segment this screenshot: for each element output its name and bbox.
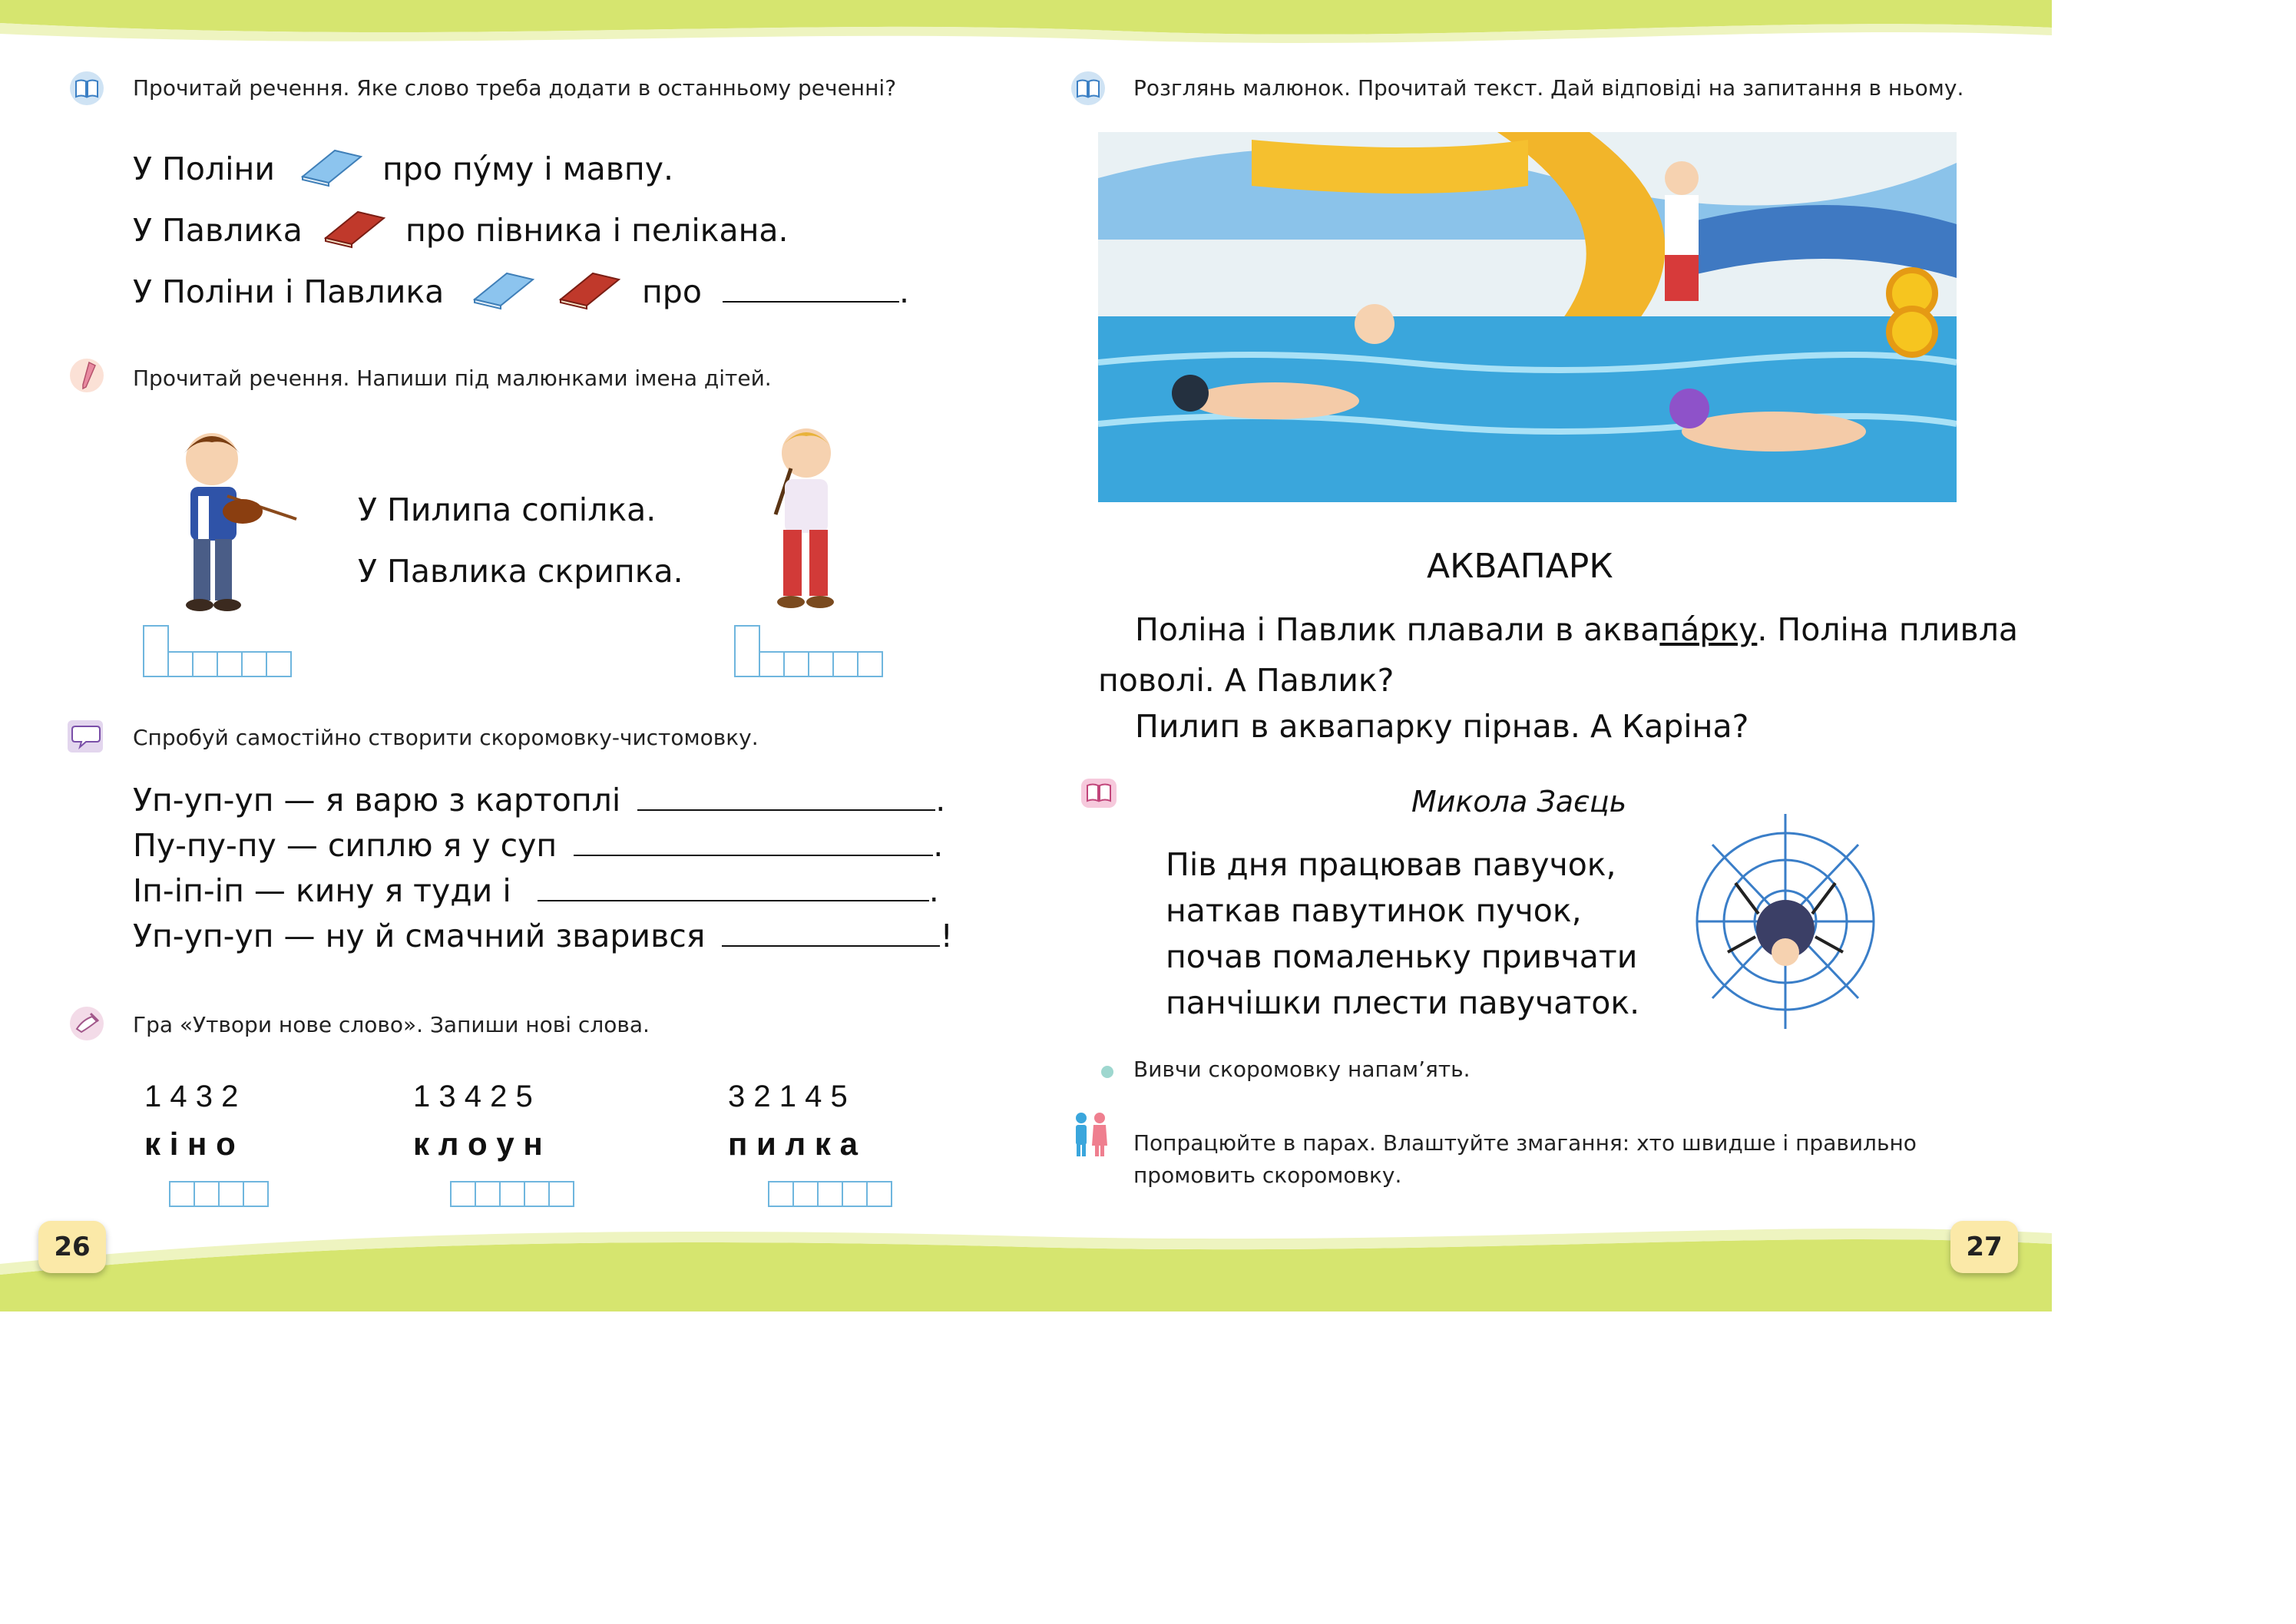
sentence-part: У Поліни: [133, 150, 275, 187]
story-paragraph-1-line-2: поволі. А Павлик?: [1098, 662, 1394, 699]
answer-boxes-2[interactable]: [450, 1181, 574, 1207]
red-book-icon: [319, 207, 387, 249]
spider-web-illustration: [1682, 799, 1889, 1044]
bullet-dot-icon: [1101, 1066, 1113, 1078]
page-number-left: 26: [38, 1221, 106, 1273]
story-paragraph-2: Пилип в аквапарку пірнав. А Каріна?: [1135, 708, 1749, 745]
answer-blank[interactable]: [538, 874, 929, 901]
word-letters-3: п и л к а: [728, 1126, 858, 1162]
poem-line: Пів дня працював павучок,: [1166, 846, 1616, 883]
story-text: Поліна і Павлик плавали в аква: [1135, 611, 1660, 648]
pair-work-icon: [1067, 1112, 1113, 1158]
task-learn-instruction: Вивчи скоромовку напам’ять.: [1133, 1057, 1471, 1082]
answer-blank[interactable]: [723, 275, 899, 303]
top-wave: [0, 0, 2052, 46]
answer-blank[interactable]: [722, 919, 940, 947]
bottom-wave: [0, 1213, 2052, 1311]
poem-author: Микола Заєць: [1411, 785, 1627, 819]
blue-book-icon: [296, 146, 364, 187]
task1-instruction: Прочитай речення. Яке слово треба додати в останньому реченні?: [133, 75, 897, 101]
word-letters-1: к і н о: [144, 1126, 236, 1162]
sentence-both: У Поліни і Павлика: [133, 273, 445, 310]
line-end: !: [940, 918, 953, 954]
word-letters-2: к л о у н: [413, 1126, 543, 1162]
story-title: АКВАПАРК: [1427, 547, 1613, 586]
writing-hand-icon: [69, 1006, 104, 1041]
poem-line: панчішки плести павучаток.: [1166, 984, 1640, 1021]
line-text: Пу-пу-пу — сиплю я у суп: [133, 827, 557, 864]
answer-boxes-1[interactable]: [169, 1181, 269, 1207]
boy-violin-illustration: [151, 419, 304, 619]
poem-text: [1166, 842, 1639, 1026]
story-text: . Поліна пливла: [1757, 611, 2019, 648]
task2-instruction: Прочитай речення. Напиши під малюнками імена дітей.: [133, 365, 772, 391]
tongue-twister-line-3: [133, 872, 939, 909]
boy-flute-illustration: [745, 415, 868, 622]
aquapark-illustration: [1098, 132, 1957, 502]
line-text: Уп-уп-уп — ну й смачний зварився: [133, 918, 706, 954]
sentence-pavlyk-violin: У Павлика скрипка.: [358, 553, 683, 590]
task3-instruction: Спробуй самостійно створити скоромовку-чистомовку.: [133, 725, 759, 750]
poem-line: почав помаленьку привчати: [1166, 938, 1638, 975]
page-number-right: 27: [1950, 1221, 2018, 1273]
line-end: .: [928, 872, 939, 909]
sentence-end: .: [898, 273, 910, 310]
word-order-digits-2: 1 3 4 2 5: [413, 1080, 533, 1113]
sentence-pavlyk: У Павлика: [133, 212, 303, 249]
tongue-twister-line-2: [133, 827, 943, 864]
sentence-pavlyk-end: про півника і пелікана.: [405, 212, 789, 249]
sentence-both-end: [642, 273, 909, 310]
task-pairs-instruction-line-2: промовить скоромовку.: [1133, 1163, 1402, 1188]
sentence-part: про: [642, 273, 702, 310]
sentence-polina: [133, 150, 275, 187]
task-right-instruction: Розглянь малюнок. Прочитай текст. Дай відповіді на запитання в ньому.: [1133, 75, 1964, 101]
tongue-twister-line-4: [133, 918, 953, 954]
line-text: Уп-уп-уп — я варю з картоплі: [133, 782, 621, 819]
speech-bubble-icon: [68, 719, 103, 754]
answer-boxes-3[interactable]: [768, 1181, 892, 1207]
sentence-pylyp: У Пилипа сопілка.: [358, 491, 657, 528]
name-boxes-right[interactable]: [734, 651, 883, 677]
word-order-digits-1: 1 4 3 2: [144, 1080, 239, 1113]
line-text: Іп-іп-іп — кину я туди і: [133, 872, 511, 909]
book-icon: [69, 71, 104, 106]
line-end: .: [933, 827, 944, 864]
open-book-icon: [1081, 776, 1117, 811]
task-pairs-instruction-line-1: Попрацюйте в парах. Влаштуйте змагання: хто швидше і правильно: [1133, 1130, 1917, 1156]
line-end: .: [935, 782, 946, 819]
red-book-icon: [554, 269, 622, 310]
pencil-icon: [69, 358, 104, 393]
tongue-twister-line-1: [133, 782, 945, 819]
underlined-word: па́рку: [1659, 611, 1758, 648]
name-boxes-left[interactable]: [143, 651, 292, 677]
answer-blank[interactable]: [637, 783, 935, 811]
book-icon: [1070, 71, 1106, 106]
story-paragraph-1: [1135, 611, 2018, 648]
sentence-polina-end: про пу́му і мавпу.: [382, 150, 673, 187]
task4-instruction: Гра «Утвори нове слово». Запиши нові слова.: [133, 1012, 650, 1037]
word-order-digits-3: 3 2 1 4 5: [728, 1080, 848, 1113]
poem-line: наткав павутинок пучок,: [1166, 892, 1582, 929]
answer-blank[interactable]: [574, 829, 933, 856]
blue-book-icon: [468, 269, 536, 310]
